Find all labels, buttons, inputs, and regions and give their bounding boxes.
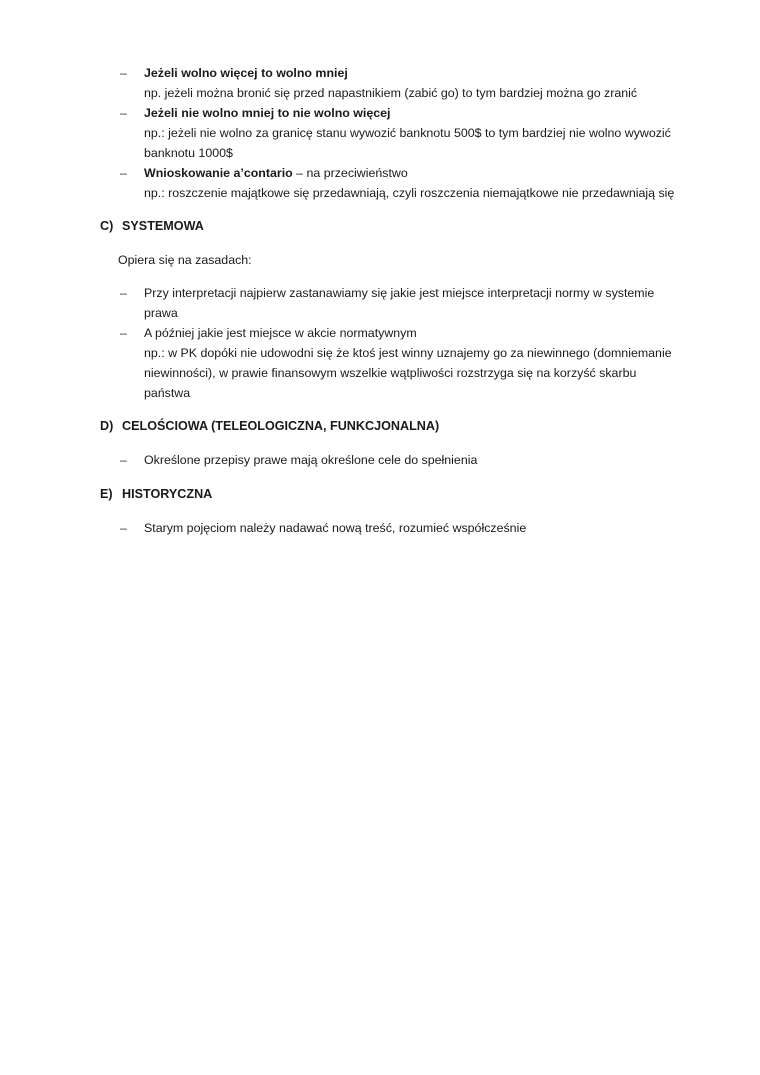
section-letter: E) bbox=[100, 487, 113, 501]
item-line: państwa bbox=[144, 386, 191, 400]
list-item bbox=[120, 63, 700, 103]
list-item bbox=[120, 450, 700, 470]
section-letter: D) bbox=[100, 419, 114, 433]
item-title: Jeżeli wolno więcej to wolno mniej bbox=[144, 66, 348, 80]
dash-bullet-icon: – bbox=[120, 521, 127, 535]
item-line: Starym pojęciom należy nadawać nową treść, rozumieć współcześnie bbox=[144, 521, 527, 535]
dash-bullet-icon: – bbox=[120, 66, 127, 80]
section-d-heading bbox=[100, 416, 439, 436]
item-line: A później jakie jest miejsce w akcie normatywnym bbox=[144, 326, 417, 340]
section-title: HISTORYCZNA bbox=[122, 487, 213, 501]
item-line: prawa bbox=[144, 306, 178, 320]
item-line: np.: jeżeli nie wolno za granicę stanu wywozić banknotu 500$ to tym bardziej nie wolno wywozić bbox=[144, 126, 671, 140]
dash-bullet-icon: – bbox=[120, 286, 127, 300]
section-c-intro: Opiera się na zasadach: bbox=[118, 253, 252, 267]
dash-bullet-icon: – bbox=[120, 326, 127, 340]
item-line: niewinności), w prawie finansowym wszelkie wątpliwości rozstrzyga się na korzyść skarbu bbox=[144, 366, 637, 380]
section-c-list bbox=[120, 283, 700, 403]
item-title-suffix: – na przeciwieństwo bbox=[292, 166, 408, 180]
item-line: Przy interpretacji najpierw zastanawiamy się jakie jest miejsce interpretacji normy w systemie bbox=[144, 286, 655, 300]
section-e-heading bbox=[100, 484, 212, 504]
dash-bullet-icon: – bbox=[120, 166, 127, 180]
item-title: Wnioskowanie a’contario bbox=[144, 166, 293, 180]
dash-bullet-icon: – bbox=[120, 106, 127, 120]
section-d-list bbox=[120, 450, 700, 470]
item-line: np.: roszczenie majątkowe się przedawniają, czyli roszczenia niemajątkowe nie przedawniają się bbox=[144, 186, 675, 200]
item-line: np.: w PK dopóki nie udowodni się że ktoś jest winny uznajemy go za niewinnego (domniemanie bbox=[144, 346, 672, 360]
list-item bbox=[120, 518, 700, 538]
list-item bbox=[120, 283, 700, 323]
item-line: np. jeżeli można bronić się przed napastnikiem (zabić go) to tym bardziej można go zranić bbox=[144, 86, 638, 100]
item-title: Jeżeli nie wolno mniej to nie wolno więcej bbox=[144, 106, 391, 120]
list-item bbox=[120, 323, 700, 403]
dash-bullet-icon: – bbox=[120, 453, 127, 467]
section-c-heading bbox=[100, 216, 204, 236]
list-item bbox=[120, 163, 700, 203]
section-title: CELOŚCIOWA (TELEOLOGICZNA, FUNKCJONALNA) bbox=[122, 419, 440, 433]
item-line: Określone przepisy prawe mają określone cele do spełnienia bbox=[144, 453, 478, 467]
section-title: SYSTEMOWA bbox=[122, 219, 204, 233]
item-line: banknotu 1000$ bbox=[144, 146, 233, 160]
section-letter: C) bbox=[100, 219, 114, 233]
section-e-list bbox=[120, 518, 700, 538]
section-b-list bbox=[120, 63, 700, 203]
list-item bbox=[120, 103, 700, 163]
